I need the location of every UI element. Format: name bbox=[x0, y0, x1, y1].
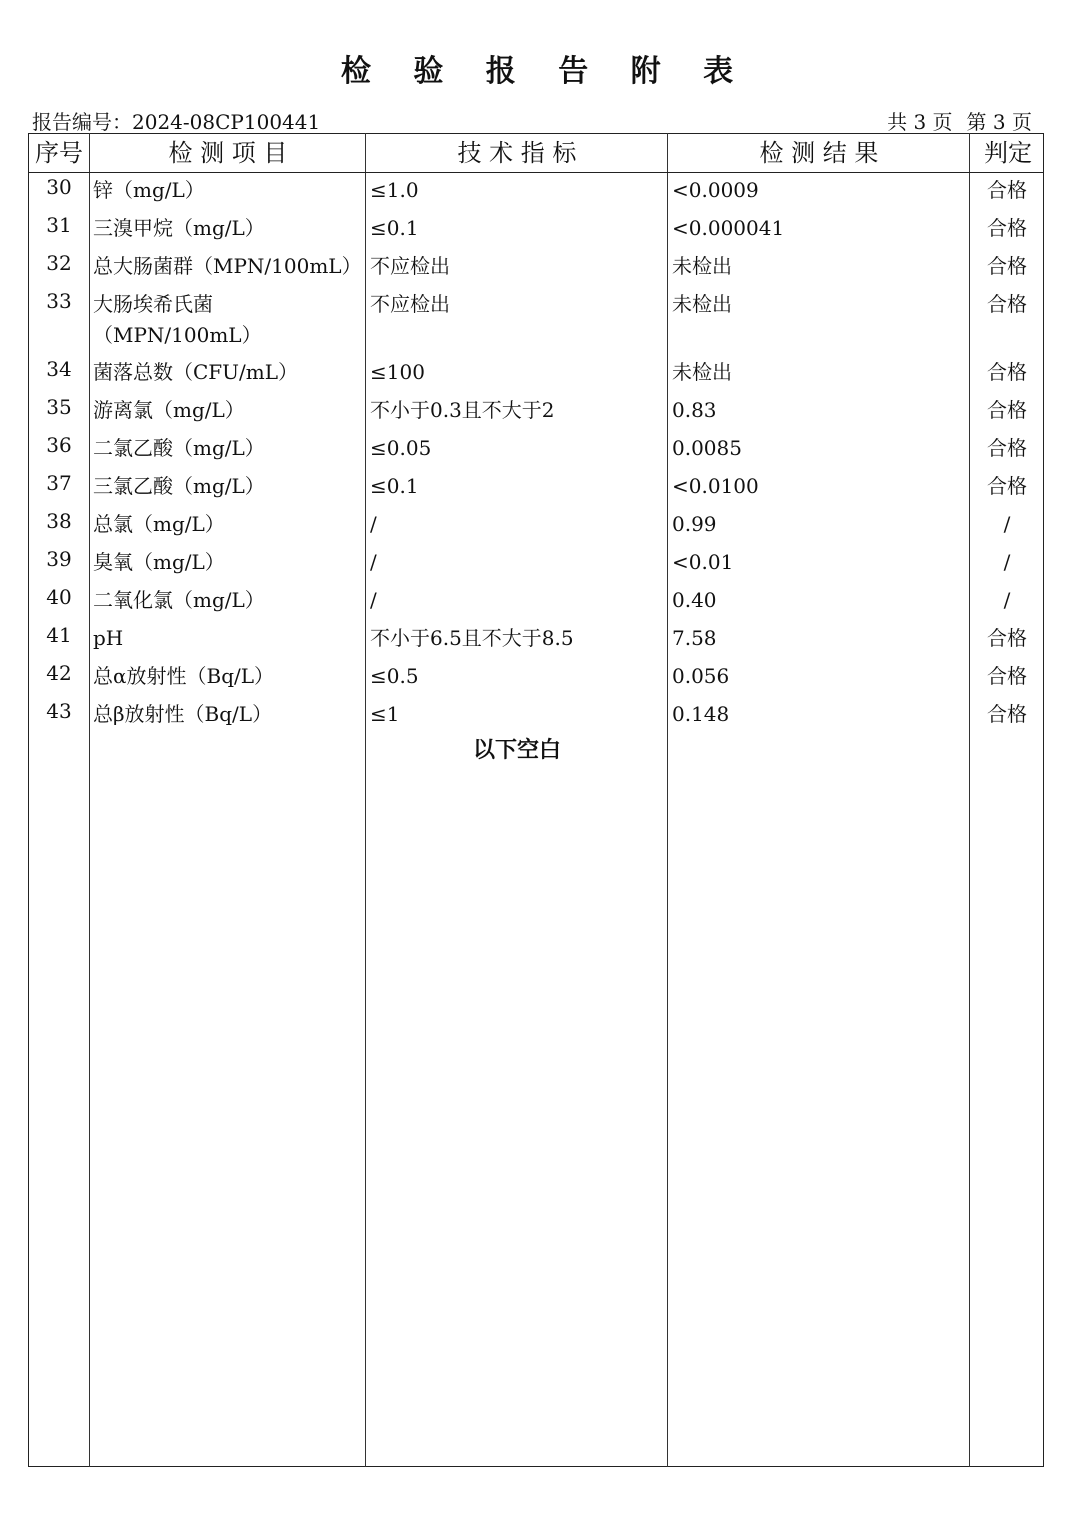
row-standard: 不应检出 bbox=[370, 292, 450, 316]
row-standard: / bbox=[370, 550, 377, 574]
row-judgement: 合格 bbox=[987, 664, 1027, 688]
row-number: 37 bbox=[46, 471, 72, 495]
row-number: 30 bbox=[46, 175, 72, 199]
row-number: 31 bbox=[46, 213, 72, 237]
row-judgement: 合格 bbox=[987, 360, 1027, 384]
blank-note: 以下空白 bbox=[472, 738, 561, 763]
header-standard: 技 术 指 标 bbox=[457, 139, 577, 167]
row-judgement: 合格 bbox=[987, 178, 1027, 202]
row-result: 0.99 bbox=[672, 512, 717, 536]
row-result: <0.0100 bbox=[672, 474, 759, 498]
header-divider bbox=[28, 172, 1044, 173]
row-judgement: 合格 bbox=[987, 474, 1027, 498]
row-result: 0.148 bbox=[672, 702, 730, 726]
row-item-continued: （MPN/100mL） bbox=[93, 323, 262, 347]
row-item: 二氯乙酸（mg/L） bbox=[93, 436, 265, 460]
row-judgement: 合格 bbox=[987, 702, 1027, 726]
row-judgement: / bbox=[1003, 512, 1011, 536]
row-item: pH bbox=[93, 626, 124, 650]
row-number: 34 bbox=[46, 357, 72, 381]
row-judgement: 合格 bbox=[987, 626, 1027, 650]
row-standard: 不应检出 bbox=[370, 254, 450, 278]
row-judgement: 合格 bbox=[987, 216, 1027, 240]
row-item: 二氧化氯（mg/L） bbox=[93, 588, 265, 612]
column-divider bbox=[365, 133, 366, 1467]
row-result: 0.40 bbox=[672, 588, 717, 612]
row-item: 游离氯（mg/L） bbox=[93, 398, 245, 422]
row-item: 总β放射性（Bq/L） bbox=[93, 702, 273, 726]
row-result: 0.83 bbox=[672, 398, 717, 422]
row-result: <0.01 bbox=[672, 550, 734, 574]
row-item: 总氯（mg/L） bbox=[93, 512, 225, 536]
report-title: 检 验 报 告 附 表 bbox=[340, 54, 750, 89]
row-standard: / bbox=[370, 588, 377, 612]
row-item: 总α放射性（Bq/L） bbox=[93, 664, 275, 688]
row-number: 32 bbox=[46, 251, 72, 275]
row-item: 臭氧（mg/L） bbox=[93, 550, 225, 574]
row-result: 未检出 bbox=[672, 360, 732, 384]
row-result: 7.58 bbox=[672, 626, 717, 650]
column-divider bbox=[969, 133, 970, 1467]
row-standard: ≤0.05 bbox=[370, 436, 432, 460]
row-number: 42 bbox=[46, 661, 72, 685]
column-divider bbox=[667, 133, 668, 1467]
row-number: 40 bbox=[46, 585, 72, 609]
row-judgement: / bbox=[1003, 550, 1011, 574]
header-no: 序号 bbox=[35, 139, 83, 167]
row-number: 36 bbox=[46, 433, 72, 457]
header-judgement: 判定 bbox=[984, 139, 1032, 167]
row-standard: 不小于6.5且不大于8.5 bbox=[370, 626, 574, 650]
row-number: 39 bbox=[46, 547, 72, 571]
row-standard: ≤0.5 bbox=[370, 664, 419, 688]
row-item: 总大肠菌群（MPN/100mL） bbox=[93, 254, 362, 278]
row-judgement: 合格 bbox=[987, 292, 1027, 316]
header-item: 检 测 项 目 bbox=[168, 139, 288, 167]
row-number: 35 bbox=[46, 395, 72, 419]
row-number: 43 bbox=[46, 699, 72, 723]
row-standard: ≤1 bbox=[370, 702, 400, 726]
row-number: 41 bbox=[46, 623, 72, 647]
row-number: 33 bbox=[46, 289, 72, 313]
row-standard: 不小于0.3且不大于2 bbox=[370, 398, 555, 422]
row-result: <0.000041 bbox=[672, 216, 785, 240]
row-judgement: 合格 bbox=[987, 436, 1027, 460]
row-item: 三溴甲烷（mg/L） bbox=[93, 216, 265, 240]
row-number: 38 bbox=[46, 509, 72, 533]
row-item: 锌（mg/L） bbox=[93, 178, 205, 202]
row-item: 大肠埃希氏菌 bbox=[93, 292, 213, 316]
row-standard: ≤0.1 bbox=[370, 216, 419, 240]
page-current: 第 3 页 bbox=[966, 110, 1032, 134]
page-total: 共 3 页 bbox=[887, 110, 953, 134]
row-result: <0.0009 bbox=[672, 178, 759, 202]
row-item: 菌落总数（CFU/mL） bbox=[93, 360, 299, 384]
header-result: 检 测 结 果 bbox=[759, 139, 879, 167]
column-divider bbox=[89, 133, 90, 1467]
row-standard: / bbox=[370, 512, 377, 536]
row-result: 0.056 bbox=[672, 664, 730, 688]
row-judgement: / bbox=[1003, 588, 1011, 612]
row-standard: ≤0.1 bbox=[370, 474, 419, 498]
row-result: 未检出 bbox=[672, 254, 732, 278]
row-standard: ≤100 bbox=[370, 360, 425, 384]
row-result: 未检出 bbox=[672, 292, 732, 316]
row-item: 三氯乙酸（mg/L） bbox=[93, 474, 265, 498]
row-standard: ≤1.0 bbox=[370, 178, 419, 202]
row-result: 0.0085 bbox=[672, 436, 742, 460]
row-judgement: 合格 bbox=[987, 254, 1027, 278]
row-judgement: 合格 bbox=[987, 398, 1027, 422]
report-number: 报告编号：2024-08CP100441 bbox=[32, 110, 321, 134]
page-indicator bbox=[883, 106, 1032, 135]
